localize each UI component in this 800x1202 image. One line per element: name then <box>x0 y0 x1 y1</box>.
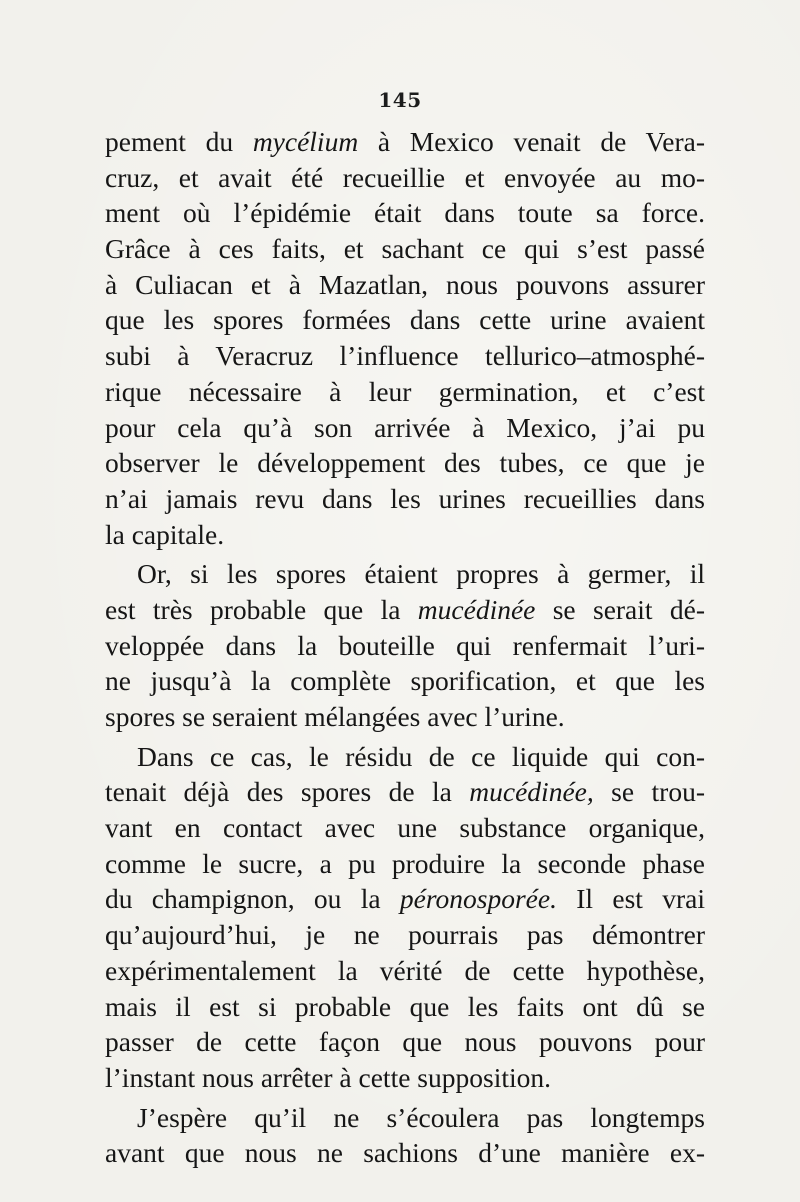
italic-term: mycélium <box>252 126 359 157</box>
text-line <box>105 124 705 160</box>
italic-term: mucédinée, <box>469 776 594 808</box>
text-line <box>105 881 705 917</box>
text-run: à Mexico venait de Vera- <box>358 126 705 157</box>
text-line <box>105 774 705 810</box>
text-run: comme le sucre, a pu produire la seconde phase <box>105 847 705 879</box>
text-run: est très probable que la <box>105 593 418 625</box>
text-run: ne jusqu’à la complète sporification, et que les <box>105 665 705 697</box>
text-run: passer de cette façon que nous pouvons pour <box>105 1026 705 1058</box>
text-run: Dans ce cas, le résidu de ce liquide qui con- <box>137 740 705 772</box>
text-line <box>105 410 705 446</box>
text-run: vant en contact avec une substance organique, <box>105 812 705 844</box>
text-run: n’ai jamais revu dans les urines recueillies dans <box>105 482 705 514</box>
text-line <box>105 302 705 338</box>
text-run: Grâce à ces faits, et sachant ce qui s’est passé <box>105 233 705 265</box>
text-run: cruz, et avait été recueillie et envoyée au mo- <box>105 161 705 193</box>
text-line <box>105 989 705 1025</box>
text-run: pour cela qu’à son arrivée à Mexico, j’ai pu <box>105 411 705 443</box>
text-run: ment où l’épidémie était dans toute sa force. <box>105 197 705 229</box>
text-line <box>105 374 705 410</box>
text-line <box>105 810 705 846</box>
text-run: la capitale. <box>105 518 225 550</box>
text-line <box>105 1100 705 1136</box>
italic-term: péronosporée. <box>399 883 557 915</box>
text-run: se serait dé- <box>535 593 706 625</box>
text-line <box>105 739 705 775</box>
text-run: veloppée dans la bouteille qui renfermait l’uri- <box>105 629 705 661</box>
text-line <box>105 592 705 628</box>
text-run: qu’aujourd’hui, je ne pourrais pas démontrer <box>105 919 705 951</box>
text-run: se trou- <box>593 776 705 808</box>
text-line <box>105 1024 705 1060</box>
body-text <box>105 124 705 1171</box>
text-run: Il est vrai <box>556 883 705 915</box>
text-run: observer le développement des tubes, ce que je <box>105 447 705 479</box>
text-line <box>105 267 705 303</box>
text-line <box>105 917 705 953</box>
text-run: à Culiacan et à Mazatlan, nous pouvons assurer <box>105 268 705 300</box>
text-line <box>105 846 705 882</box>
text-run: spores se seraient mélangées avec l’urine. <box>105 701 565 732</box>
text-run: subi à Veracruz l’influence tellurico–atmosphé- <box>105 340 705 372</box>
text-line <box>105 556 705 592</box>
text-run: du champignon, ou la <box>105 883 400 915</box>
text-line <box>105 517 705 553</box>
text-line <box>105 1135 705 1171</box>
text-run: expérimentalement la vérité de cette hypothèse, <box>105 954 705 986</box>
text-line <box>105 1060 705 1096</box>
text-run: l’instant nous arrêter à cette supposition. <box>105 1061 551 1093</box>
text-line <box>105 338 705 374</box>
text-line <box>105 445 705 481</box>
text-run: tenait déjà des spores de la <box>105 776 470 808</box>
text-line <box>105 160 705 196</box>
text-run: Or, si les spores étaient propres à germer, il <box>137 558 705 590</box>
text-run: avant que nous ne sachions d’une manière ex- <box>105 1137 705 1169</box>
text-line <box>105 699 705 735</box>
page-number: 145 <box>378 88 422 112</box>
text-line <box>105 195 705 231</box>
text-run: rique nécessaire à leur germination, et c’est <box>105 375 705 407</box>
text-line <box>105 231 705 267</box>
text-line <box>105 663 705 699</box>
text-line <box>105 481 705 517</box>
text-run: pement du <box>105 126 253 157</box>
text-line <box>105 628 705 664</box>
text-run: J’espère qu’il ne s’écoulera pas longtemps <box>137 1101 705 1133</box>
italic-term: mucédinée <box>417 593 536 625</box>
text-run: que les spores formées dans cette urine avaient <box>105 304 705 336</box>
text-run: mais il est si probable que les faits ont dû se <box>105 990 705 1022</box>
text-line <box>105 953 705 989</box>
